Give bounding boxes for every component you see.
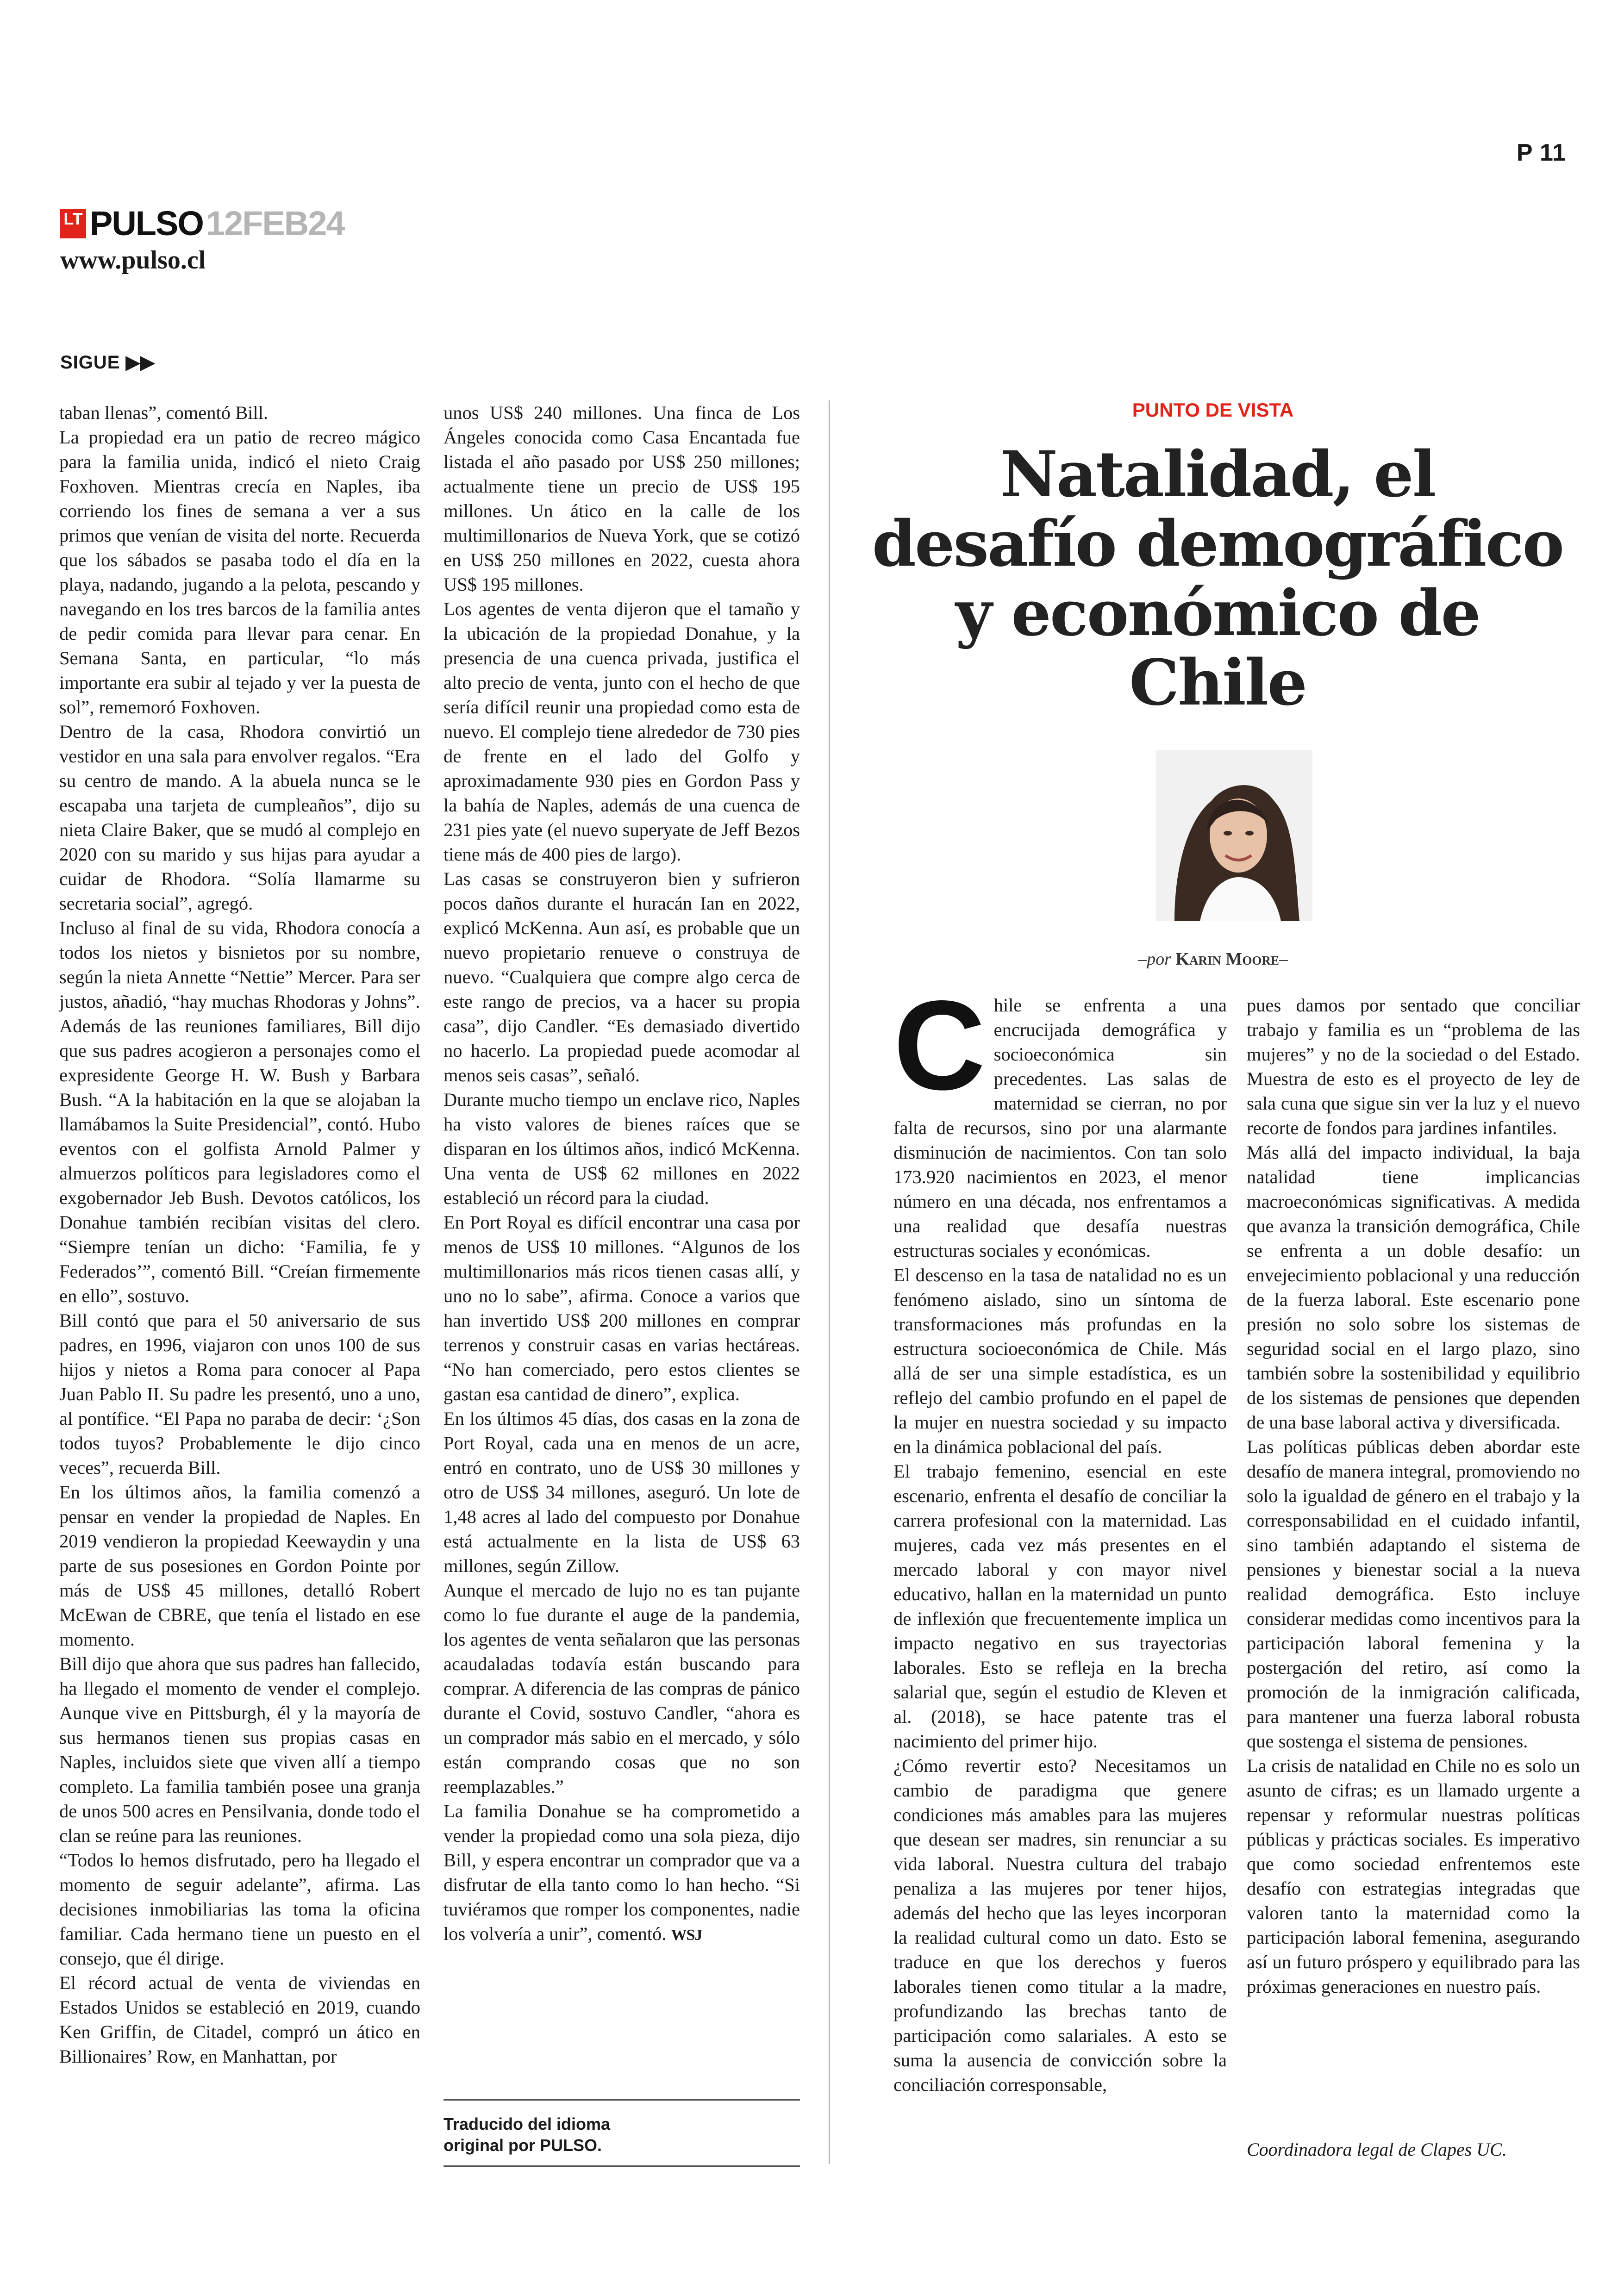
paragraph: El descenso en la tasa de natalidad no es un fenómeno aislado, sino un síntoma de transformaciones más profundas en la estructura socioeconómica de Chile. Más allá de ser una simple estadística, es un reflejo del cambio profundo en el papel de la mujer en nuestra sociedad y su impacto en la dinámica poblacional del país. xyxy=(893,1265,1227,1457)
opinion-column-2 xyxy=(1247,993,1580,1999)
paragraph: unos US$ 240 millones. Una finca de Los Ángeles conocida como Casa Encantada fue listada el año pasado por US$ 250 millones; actualmente tiene un precio de US$ 195 millones. Un ático en la calle de los multimillonarios de Nueva York, que se cotizó en US$ 250 millones en 2022, cuesta ahora US$ 195 millones. xyxy=(443,402,800,595)
paragraph: La crisis de natalidad en Chile no es solo un asunto de cifras; es un llamado urgente a repensar y reformular nuestras políticas públicas y prácticas sociales. Es imperativo que como sociedad enfrentemos este desafío con estrategias integradas que valoren tanto la maternidad como la participación laboral femenina, asegurando así un futuro próspero y equilibrado para las próximas generaciones en nuestro país. xyxy=(1247,1755,1580,1997)
section-kicker: PUNTO DE VISTA xyxy=(1132,399,1294,421)
author-signoff: Coordinadora legal de Clapes UC. xyxy=(1247,2139,1507,2160)
author-name: Karin Moore xyxy=(1175,949,1279,969)
paragraph: Los agentes de venta dijeron que el tamaño y la ubicación de la propiedad Donahue, y la presencia de una cuenca privada, justifica el alto precio de venta, junto con el hecho de que sería difícil reunir una propiedad como esta de nuevo. El complejo tiene alrededor de 730 pies de frente en el lado del Golfo y aproximadamente 930 pies en Gordon Pass y la bahía de Naples, además de una cuenca de 231 pies yate (el nuevo superyate de Jeff Bezos tiene más de 400 pies de largo). xyxy=(443,599,800,865)
paragraph: taban llenas”, comentó Bill. xyxy=(59,402,268,423)
translation-credit-line-2: original por PULSO. xyxy=(443,2136,602,2155)
last-paragraph-text: La familia Donahue se ha comprometido a vender la propiedad como una sola pieza, dijo Bill, y espera encontrar un comprador que va a disfrutar de ella tanto como lo han hecho. “Si tuviéramos que romper los componentes, nadie los volvería a unir”, comentó. xyxy=(443,1801,800,1944)
paragraph: Bill contó que para el 50 aniversario de sus padres, en 1996, viajaron con unos 100 de sus hijos y nietos a Roma para conocer al Papa Juan Pablo II. Su padre les presentó, uno a uno, al pontífice. “El Papa no paraba de decir: ‘¿Son todos tuyos? Probablemente le dijo cinco veces”, recuerda Bill. xyxy=(59,1310,420,1478)
issue-date: 12FEB24 xyxy=(206,204,344,243)
lead-paragraph-text: hile se enfrenta a una encrucijada demográfica y socioeconómica sin precedentes. Las salas de maternidad se cierran, no por falta de recursos, sino por una alarmante disminución de nacimientos. Con tan solo 173.920 nacimientos en 2023, el menor número en una década, nos enfrentamos a una realidad que desafía nuestras estructuras sociales y económicas. xyxy=(893,995,1227,1261)
paragraph: Durante mucho tiempo un enclave rico, Naples ha visto valores de bienes raíces que se disparan en los últimos años, indicó McKenna. Una venta de US$ 62 millones en 2022 estableció un récord para la ciudad. xyxy=(443,1089,800,1208)
masthead xyxy=(60,204,344,243)
paragraph xyxy=(443,1799,800,1947)
headline: Natalidad, el desafío demográfico y económico de Chile xyxy=(872,437,1563,720)
byline-prefix: –por xyxy=(1138,949,1171,969)
author-photo xyxy=(1156,750,1312,921)
paragraph: “Todos lo hemos disfrutado, pero ha llegado el momento de seguir adelante”, afirma. Las decisiones inmobiliarias las toma la oficina familiar. Cada hermano tiene un puesto en el consejo, que él dirige. xyxy=(59,1850,420,1969)
continued-label: SIGUE ▶▶ xyxy=(60,352,156,373)
paragraph: Bill dijo que ahora que sus padres han fallecido, ha llegado el momento de vender el complejo. Aunque vive en Pittsburgh, él y la mayoría de sus hermanos tienen sus propias casas en Naples, incluidos siete que viven allí a tiempo completo. La familia también posee una granja de unos 500 acres en Pensilvania, donde todo el clan se reúne para las reuniones. xyxy=(59,1653,420,1846)
author-portrait-image xyxy=(1156,750,1312,921)
lt-logo: LT xyxy=(60,209,86,238)
translation-credit xyxy=(443,2099,800,2167)
paragraph: En los últimos 45 días, dos casas en la zona de Port Royal, cada una en menos de un acre, entró en contrato, uno de US$ 30 millones y otro de US$ 34 millones, aseguró. Un lote de 1,48 acres al lado del compuesto por Donahue está actualmente en la lista de US$ 63 millones, según Zillow. xyxy=(443,1408,800,1576)
paragraph: En los últimos años, la familia comenzó a pensar en vender la propiedad de Naples. En 2019 vendieron la propiedad Keewaydin y una parte de sus posesiones en Gordon Pointe por más de US$ 45 millones, detalló Robert McEwan de CBRE, que tenía el listado en ese momento. xyxy=(59,1482,420,1650)
paragraph: ¿Cómo revertir esto? Necesitamos un cambio de paradigma que genere condiciones más amables para las mujeres que desean ser madres, sin renunciar a su vida laboral. Nuestra cultura del trabajo penaliza a las mujeres por tener hijos, además del hecho que las leyes incorporan la realidad cultural como un dato. Esto se traduce en que los derechos y fueros laborales tienen como titular a la madre, profundizando las brechas tanto de participación como salariales. A esto se suma la ausencia de convicción sobre la conciliación corresponsable, xyxy=(893,1755,1227,2095)
paragraph xyxy=(893,974,1227,1263)
paragraph: Además de las reuniones familiares, Bill dijo que sus padres acogieron a personajes como el expresidente George H. W. Bush y Barbara Bush. “A la habitación en la que se alojaban la llamábamos la Suite Presidencial”, contó. Hubo eventos con el golfista Arnold Palmer y almuerzos políticos para legisladores como el exgobernador Jeb Bush. Devotos católicos, los Donahue también recibían visitas del clero. “Siempre tenían un dicho: ‘Familia, fe y Federados’”, comentó Bill. “Creían firmemente en ello”, sostuvo. xyxy=(59,1016,420,1306)
paragraph: Las políticas públicas deben abordar este desafío de manera integral, promoviendo no solo la igualdad de género en el trabajo y la corresponsabilidad en el cuidado infantil, sino también adaptando el sistema de pensiones y bienestar social a la nueva realidad demográfica. Esto incluye considerar medidas como incentivos para la participación laboral femenina y la postergación del retiro, así como la promoción de la inmigración calificada, para mantener una fuerza laboral robusta que sostenga el sistema de pensiones. xyxy=(1247,1436,1580,1752)
website-link[interactable]: www.pulso.cl xyxy=(60,246,206,274)
paragraph: En Port Royal es difícil encontrar una casa por menos de US$ 10 millones. “Algunos de los multimillonarios más ricos tienen casas allí, y uno no lo sabe”, afirma. Conoce a varios que han invertido US$ 200 millones en comprar terrenos y construir casas en varias hectáreas. “No han comerciado, pero estos clientes se gastan esa cantidad de dinero”, explica. xyxy=(443,1212,800,1404)
article-column-2 xyxy=(443,400,800,1947)
paragraph: pues damos por sentado que conciliar trabajo y familia es un “problema de las mujeres” y no de la sociedad o del Estado. Muestra de esto es el proyecto de ley de sala cuna que sigue sin ver la luz y el nuevo recorte de fondos para jardines infantiles. xyxy=(1247,995,1580,1138)
paragraph: El récord actual de venta de viviendas en Estados Unidos se estableció en 2019, cuando Ken Griffin, de Citadel, compró un ático en Billionaires’ Row, en Manhattan, por xyxy=(59,1972,420,2067)
drop-cap: C xyxy=(893,974,986,1116)
opinion-column-1 xyxy=(893,974,1227,2097)
paragraph: Dentro de la casa, Rhodora convirtió un vestidor en una sala para envolver regalos. “Era su centro de mando. A la abuela nunca se le escapaba una tarjeta de cumpleaños”, dijo su nieta Claire Baker, que se mudó al complejo en 2020 con su marido y sus hijas para ayudar a cuidar de Rhodora. “Solía llamarme su secretaria social”, agregó. xyxy=(59,721,420,914)
column-divider xyxy=(829,400,830,2164)
paragraph: Las casas se construyeron bien y sufrieron pocos daños durante el huracán Ian en 2022, explicó McKenna. Aun así, es probable que un nuevo propietario renueve o construya de nuevo. “Cualquiera que compre algo cerca de este rango de precios, va a hacer su propia casa”, dijo Candler. “Es demasiado divertido no hacerlo. La propiedad puede acomodar al menos seis casas”, señaló. xyxy=(443,868,800,1085)
byline-suffix: – xyxy=(1279,949,1288,969)
paragraph: Más allá del impacto individual, la baja natalidad tiene implicancias macroeconómicas significativas. A medida que avanza la transición demográfica, Chile se enfrenta a un doble desafío: un envejecimiento poblacional y una reducción de la fuerza laboral. Este escenario pone presión no solo sobre los sistemas de seguridad social en el largo plazo, sino también sobre la sostenibilidad y equilibrio de los sistemas de pensiones que dependen de una base laboral activa y diversificada. xyxy=(1247,1142,1580,1433)
paragraph: El trabajo femenino, esencial en este escenario, enfrenta el desafío de conciliar la carrera profesional con la maternidad. Las mujeres, cada vez más presentes en el mercado laboral y con mayor nivel educativo, hallan en la maternidad un punto de inflexión que frecuentemente implica un impacto negativo en sus trayectorias laborales. Esto se refleja en la brecha salarial que, según el estudio de Kleven et al. (2018), se hace patente tras el nacimiento del primer hijo. xyxy=(893,1461,1227,1752)
paragraph: Aunque el mercado de lujo no es tan pujante como lo fue durante el auge de la pandemia, los agentes de venta señalaron que las personas acaudaladas todavía están buscando para comprar. A diferencia de las compras de pánico durante el Covid, sostuvo Candler, “ahora es un comprador más sabio en el mercado, y sólo están comprando cosas que no son reemplazables.” xyxy=(443,1580,800,1797)
paragraph: La propiedad era un patio de recreo mágico para la familia unida, indicó el nieto Craig Foxhoven. Mientras crecía en Naples, iba corriendo los fines de semana a ver a sus primos que venían de visita del norte. Recuerda que los sábados se pasaba todo el día en la playa, nadando, jugando a la pelota, pescando y navegando en los tres barcos de la familia antes de pedir comida para llevar para cenar. En Semana Santa, en particular, “lo más importante era subir al tejado y ver la puesta de sol”, rememoró Foxhoven. xyxy=(59,427,420,717)
byline xyxy=(847,949,1579,969)
paragraph: Incluso al final de su vida, Rhodora conocía a todos los nietos y bisnietos por su nombre, según la nieta Annette “Nettie” Mercer. Para ser justos, añadió, “hay muchas Rhodoras y Johns”. xyxy=(59,917,420,1012)
translation-credit-line-1: Traducido del idioma xyxy=(443,2114,611,2133)
wsj-end-mark: WSJ xyxy=(671,1927,702,1944)
article-column-1 xyxy=(59,400,420,2069)
section-name: PULSO xyxy=(90,204,203,243)
page-number: P 11 xyxy=(1516,139,1566,166)
